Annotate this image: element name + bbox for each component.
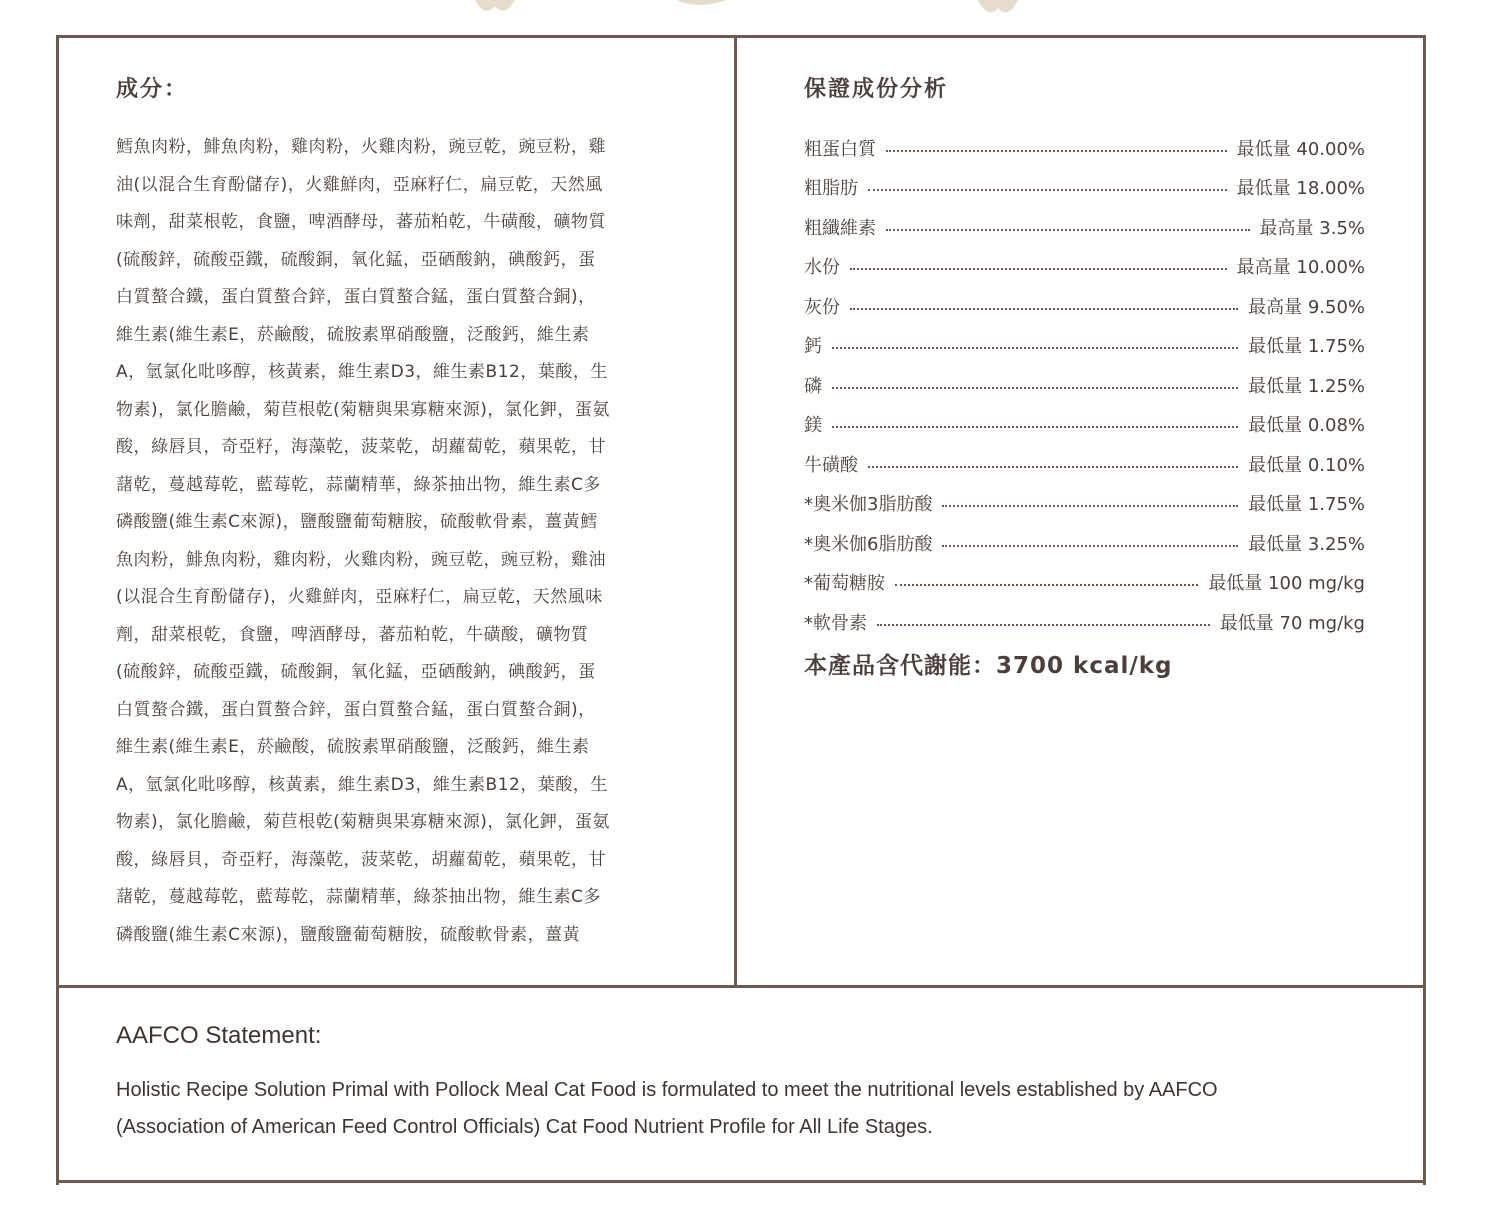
dot-leader	[895, 584, 1198, 586]
analysis-nutrient-name: 粗蛋白質	[804, 138, 876, 160]
ingredients-line: 油(以混合生育酚儲存)，火雞鮮肉，亞麻籽仁，扁豆乾，天然風	[116, 174, 603, 195]
analysis-nutrient-name: 粗纖維素	[804, 217, 876, 239]
ingredients-line: 酸，綠唇貝，奇亞籽，海藻乾，菠菜乾，胡蘿蔔乾，蘋果乾，甘	[116, 437, 606, 457]
ingredients-line: 維生素(維生素E，菸鹼酸，硫胺素單硝酸鹽，泛酸鈣，維生素	[116, 737, 590, 757]
ingredients-line: 白質螯合鐵，蛋白質螯合鋅，蛋白質螯合錳，蛋白質螯合銅)，	[116, 287, 596, 307]
ingredients-line: (以混合生育酚儲存)，火雞鮮肉，亞麻籽仁，扁豆乾，天然風味	[116, 587, 603, 607]
analysis-row	[804, 200, 1365, 240]
guaranteed-analysis-title: 保證成份分析	[804, 77, 949, 102]
analysis-nutrient-name: 磷	[804, 375, 822, 397]
ingredients-line: 物素)，氯化膽鹼，菊苣根乾(菊糖與果寡糖來源)，氯化鉀，蛋氨	[116, 399, 610, 420]
analysis-nutrient-name: 灰份	[804, 296, 840, 318]
ingredients-line: (硫酸鋅，硫酸亞鐵，硫酸銅，氧化錳，亞硒酸鈉，碘酸鈣，蛋	[116, 249, 596, 270]
analysis-nutrient-name: 鎂	[804, 415, 822, 436]
ingredients-line: A，氫氯化吡哆醇，核黃素，維生素D3，維生素B12，葉酸，生	[116, 362, 608, 382]
dot-leader	[832, 347, 1238, 349]
frame-top-border	[56, 35, 1426, 38]
aafco-line: (Association of American Feed Control Officials) Cat Food Nutrient Profile for All Life Stages.	[116, 1116, 933, 1138]
ingredients-line: 鱈魚肉粉，鯡魚肉粉，雞肉粉，火雞肉粉，豌豆乾，豌豆粉，雞	[116, 137, 606, 157]
dot-leader	[886, 229, 1250, 231]
analysis-nutrient-name: 牛磺酸	[804, 454, 858, 476]
aafco-statement-text	[116, 1072, 1396, 1146]
ingredients-line: 磷酸鹽(維生素C來源)，鹽酸鹽葡萄糖胺，硫酸軟骨素，薑黃鱈	[116, 512, 598, 532]
frame-middle-divider	[734, 35, 737, 985]
dot-leader	[942, 505, 1238, 507]
ingredients-line: 魚肉粉，鯡魚肉粉，雞肉粉，火雞肉粉，豌豆乾，豌豆粉，雞油	[116, 549, 606, 570]
analysis-row	[804, 161, 1365, 201]
dot-leader	[886, 150, 1227, 152]
analysis-value: 最低量 3.25%	[1248, 533, 1365, 555]
analysis-row	[804, 595, 1365, 635]
guaranteed-analysis-list	[804, 121, 1365, 635]
ingredients-line: 酸，綠唇貝，奇亞籽，海藻乾，菠菜乾，胡蘿蔔乾，蘋果乾，甘	[116, 849, 606, 870]
ingredients-line: 磷酸鹽(維生素C來源)，鹽酸鹽葡萄糖胺，硫酸軟骨素，薑黃	[116, 924, 581, 945]
analysis-row	[804, 358, 1365, 398]
analysis-value: 最低量 1.75%	[1248, 336, 1365, 357]
aafco-line: Holistic Recipe Solution Primal with Pollock Meal Cat Food is formulated to meet the nutritional levels established by AAFCO	[116, 1079, 1218, 1101]
dot-leader	[877, 624, 1210, 626]
aafco-title: AAFCO Statement:	[116, 1022, 322, 1049]
frame-horizontal-divider	[56, 985, 1426, 988]
analysis-row	[804, 556, 1365, 596]
analysis-nutrient-name: 水份	[804, 257, 840, 278]
dot-leader	[850, 268, 1227, 270]
analysis-nutrient-name: *葡萄糖胺	[804, 573, 885, 594]
frame-left-border	[56, 35, 59, 1185]
analysis-value: 最低量 0.10%	[1248, 454, 1365, 476]
analysis-nutrient-name: *奧米伽3脂肪酸	[804, 494, 933, 515]
ingredients-line: 白質螯合鐵，蛋白質螯合鋅，蛋白質螯合錳，蛋白質螯合銅)，	[116, 699, 596, 720]
analysis-value: 最低量 0.08%	[1248, 415, 1365, 436]
dot-leader	[868, 189, 1227, 191]
analysis-value: 最低量 1.75%	[1248, 494, 1365, 515]
analysis-row	[804, 279, 1365, 319]
frame-bottom-border	[56, 1180, 1426, 1183]
analysis-value: 最高量 10.00%	[1236, 257, 1365, 278]
ingredients-line: 劑，甜菜根乾，食鹽，啤酒酵母，蕃茄粕乾，牛磺酸，礦物質	[116, 624, 589, 645]
aafco-panel	[116, 1022, 1396, 1146]
analysis-row	[804, 240, 1365, 280]
analysis-value: 最低量 18.00%	[1236, 178, 1365, 199]
analysis-value: 最低量 70 mg/kg	[1219, 612, 1365, 634]
frame-right-border	[1423, 35, 1426, 1185]
leaf-ornament-icon	[465, 0, 525, 22]
analysis-value: 最低量 100 mg/kg	[1208, 573, 1365, 594]
ingredients-line: 藷乾，蔓越莓乾，藍莓乾，蒜蘭精華，綠茶抽出物，維生素C多	[116, 887, 601, 907]
analysis-row	[804, 121, 1365, 161]
analysis-row	[804, 437, 1365, 477]
analysis-value: 最高量 9.50%	[1248, 296, 1365, 318]
analysis-nutrient-name: 鈣	[804, 336, 822, 357]
analysis-row	[804, 477, 1365, 517]
analysis-nutrient-name: *奧米伽6脂肪酸	[804, 533, 933, 555]
ingredients-line: 藷乾，蔓越莓乾，藍莓乾，蒜蘭精華，綠茶抽出物，維生素C多	[116, 474, 601, 495]
analysis-value: 最高量 3.5%	[1259, 217, 1365, 239]
ingredients-line: A，氫氯化吡哆醇，核黃素，維生素D3，維生素B12，葉酸，生	[116, 774, 608, 795]
analysis-row	[804, 398, 1365, 438]
ingredients-line: 維生素(維生素E，菸鹼酸，硫胺素單硝酸鹽，泛酸鈣，維生素	[116, 324, 590, 345]
dot-leader	[868, 466, 1238, 468]
ingredients-line: 味劑，甜菜根乾，食鹽，啤酒酵母，蕃茄粕乾，牛磺酸，礦物質	[116, 212, 606, 232]
leaf-ornament-icon	[968, 0, 1028, 22]
dot-leader	[832, 426, 1238, 428]
dot-leader	[832, 387, 1238, 389]
leaf-ornament-icon	[672, 0, 732, 22]
analysis-row	[804, 319, 1365, 359]
dot-leader	[942, 545, 1238, 547]
analysis-value: 最低量 1.25%	[1248, 375, 1365, 397]
analysis-row	[804, 516, 1365, 556]
guaranteed-analysis-panel	[804, 72, 1365, 680]
ingredients-panel	[116, 72, 678, 954]
analysis-nutrient-name: *軟骨素	[804, 612, 867, 634]
ingredients-text	[116, 129, 678, 954]
ingredients-line: (硫酸鋅，硫酸亞鐵，硫酸銅，氧化錳，亞硒酸鈉，碘酸鈣，蛋	[116, 662, 596, 682]
analysis-value: 最低量 40.00%	[1236, 138, 1365, 160]
ingredients-title: 成分：	[116, 77, 189, 102]
energy-statement: 本產品含代謝能：3700 kcal/kg	[804, 652, 1173, 679]
dot-leader	[850, 308, 1238, 310]
ingredients-line: 物素)，氯化膽鹼，菊苣根乾(菊糖與果寡糖來源)，氯化鉀，蛋氨	[116, 812, 610, 832]
analysis-nutrient-name: 粗脂肪	[804, 178, 858, 199]
